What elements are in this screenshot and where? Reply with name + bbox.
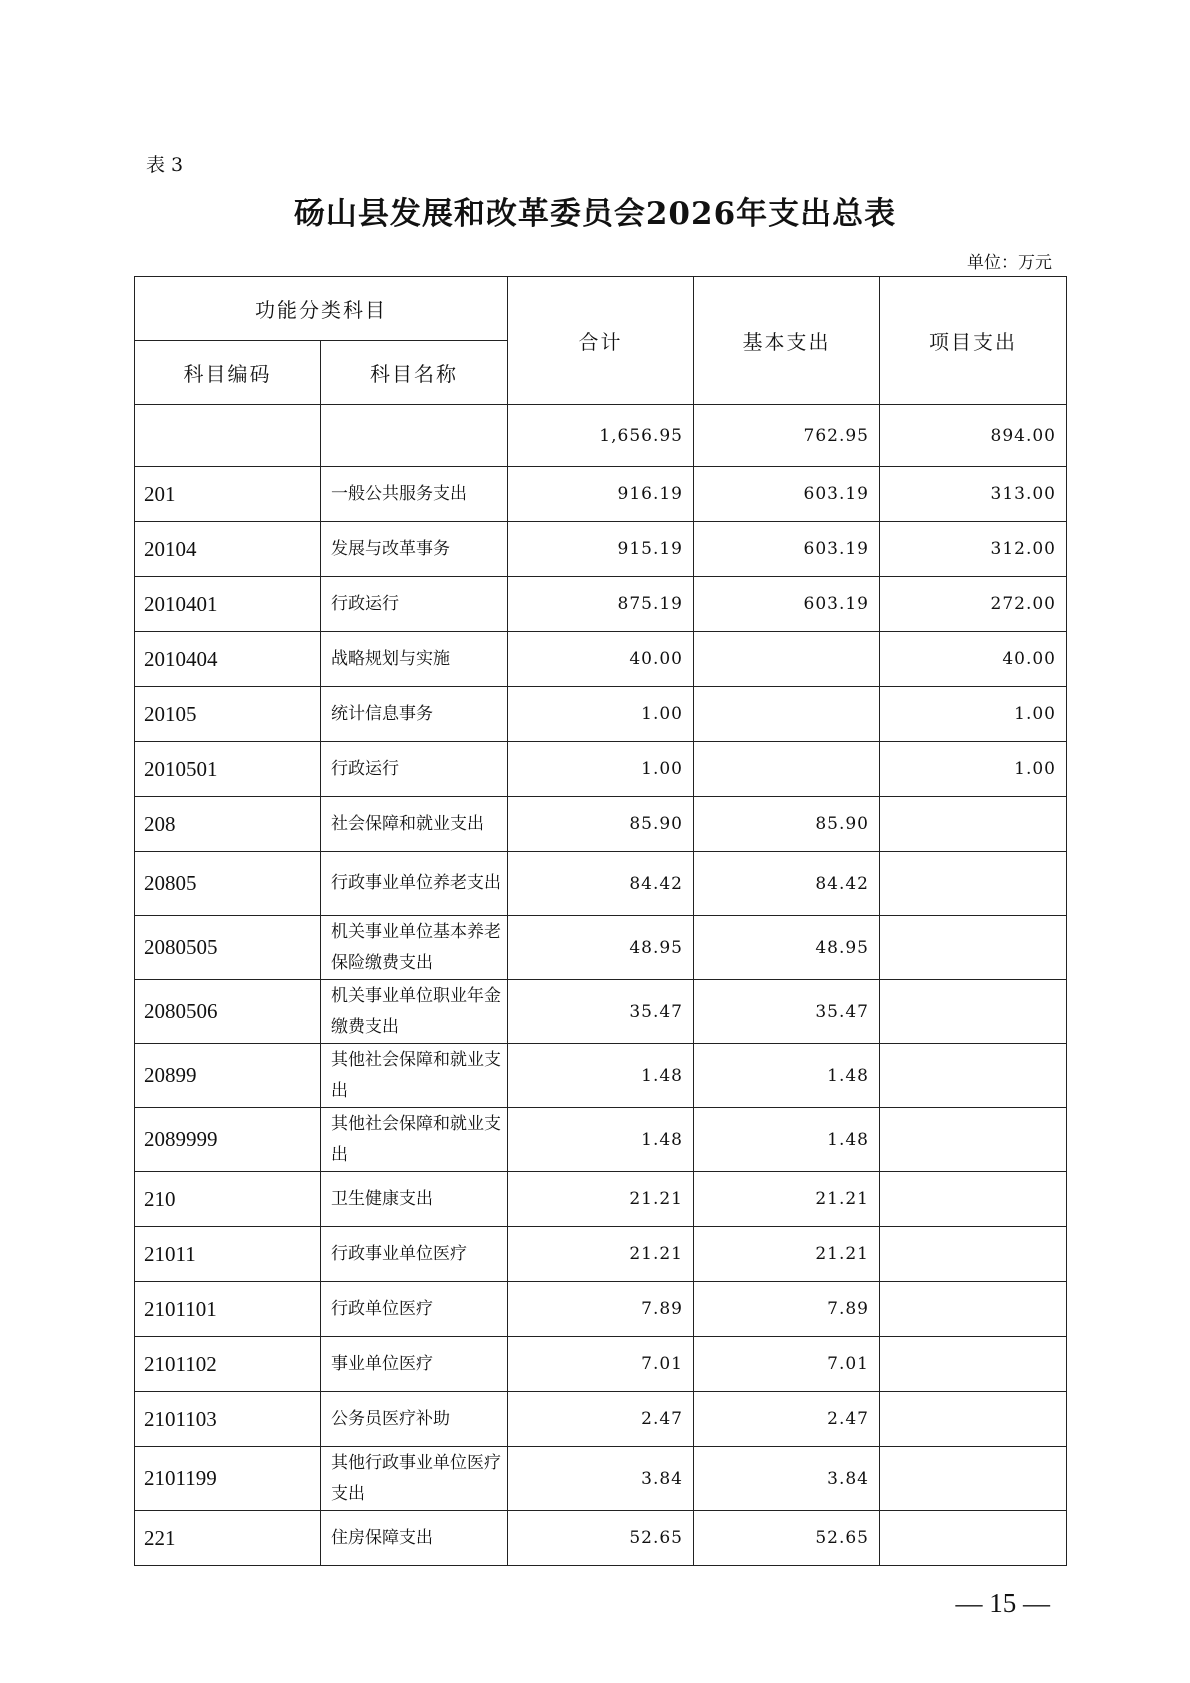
table-row <box>135 797 1067 852</box>
cell-name: 公务员医疗补助 <box>321 1392 508 1447</box>
table-row <box>135 577 1067 632</box>
cell-total: 52.65 <box>508 1511 694 1566</box>
cell-name: 机关事业单位职业年金缴费支出 <box>321 980 508 1044</box>
cell-name: 住房保障支出 <box>321 1511 508 1566</box>
cell-code: 2010404 <box>135 632 321 687</box>
cell-name: 行政事业单位养老支出 <box>321 852 508 916</box>
cell-code: 201 <box>135 467 321 522</box>
table-row <box>135 1337 1067 1392</box>
cell-total: 2.47 <box>508 1392 694 1447</box>
cell-code: 2089999 <box>135 1108 321 1172</box>
cell-name: 其他社会保障和就业支出 <box>321 1108 508 1172</box>
cell-code: 2101101 <box>135 1282 321 1337</box>
cell-project <box>880 797 1067 852</box>
table-row <box>135 852 1067 916</box>
cell-project <box>880 916 1067 980</box>
cell-basic: 603.19 <box>694 467 880 522</box>
cell-basic: 1.48 <box>694 1108 880 1172</box>
cell-basic: 85.90 <box>694 797 880 852</box>
cell-total: 35.47 <box>508 980 694 1044</box>
cell-project <box>880 1282 1067 1337</box>
cell-project <box>880 980 1067 1044</box>
cell-basic: 603.19 <box>694 522 880 577</box>
cell-total: 1,656.95 <box>508 405 694 467</box>
cell-project <box>880 852 1067 916</box>
expenditure-table <box>134 276 1067 1566</box>
cell-total: 916.19 <box>508 467 694 522</box>
cell-total: 1.00 <box>508 742 694 797</box>
header-total: 合计 <box>508 277 694 405</box>
cell-code: 2080506 <box>135 980 321 1044</box>
table-label: 表 3 <box>146 154 184 176</box>
cell-total: 85.90 <box>508 797 694 852</box>
cell-code: 2010401 <box>135 577 321 632</box>
cell-total: 1.48 <box>508 1044 694 1108</box>
cell-code: 20805 <box>135 852 321 916</box>
table-row <box>135 405 1067 467</box>
table-row <box>135 1392 1067 1447</box>
cell-basic: 84.42 <box>694 852 880 916</box>
cell-project: 894.00 <box>880 405 1067 467</box>
cell-project <box>880 1511 1067 1566</box>
table-row <box>135 687 1067 742</box>
cell-project <box>880 1447 1067 1511</box>
table-row <box>135 1282 1067 1337</box>
cell-basic <box>694 687 880 742</box>
table-row <box>135 1044 1067 1108</box>
cell-total: 7.89 <box>508 1282 694 1337</box>
cell-basic: 3.84 <box>694 1447 880 1511</box>
cell-code: 21011 <box>135 1227 321 1282</box>
cell-name: 行政事业单位医疗 <box>321 1227 508 1282</box>
cell-name: 其他社会保障和就业支出 <box>321 1044 508 1108</box>
cell-name: 行政运行 <box>321 742 508 797</box>
table-row <box>135 522 1067 577</box>
cell-total: 21.21 <box>508 1227 694 1282</box>
cell-code: 2101103 <box>135 1392 321 1447</box>
cell-code: 210 <box>135 1172 321 1227</box>
cell-basic: 21.21 <box>694 1227 880 1282</box>
cell-project: 312.00 <box>880 522 1067 577</box>
cell-basic: 35.47 <box>694 980 880 1044</box>
cell-code: 2101102 <box>135 1337 321 1392</box>
cell-code: 2080505 <box>135 916 321 980</box>
cell-basic: 762.95 <box>694 405 880 467</box>
table-row <box>135 1172 1067 1227</box>
cell-total: 1.48 <box>508 1108 694 1172</box>
table-row <box>135 1227 1067 1282</box>
table-row <box>135 980 1067 1044</box>
cell-project <box>880 1392 1067 1447</box>
cell-project <box>880 1108 1067 1172</box>
cell-total: 40.00 <box>508 632 694 687</box>
cell-basic: 7.89 <box>694 1282 880 1337</box>
table-row <box>135 1511 1067 1566</box>
table-row <box>135 1108 1067 1172</box>
cell-project: 272.00 <box>880 577 1067 632</box>
cell-total: 915.19 <box>508 522 694 577</box>
cell-total: 7.01 <box>508 1337 694 1392</box>
cell-code: 20899 <box>135 1044 321 1108</box>
cell-name: 统计信息事务 <box>321 687 508 742</box>
cell-project <box>880 1172 1067 1227</box>
cell-basic: 21.21 <box>694 1172 880 1227</box>
table-row <box>135 632 1067 687</box>
unit-label: 单位：万元 <box>967 253 1052 273</box>
cell-code: 208 <box>135 797 321 852</box>
cell-total: 3.84 <box>508 1447 694 1511</box>
cell-code: 2010501 <box>135 742 321 797</box>
cell-project <box>880 1044 1067 1108</box>
cell-total: 21.21 <box>508 1172 694 1227</box>
cell-name: 发展与改革事务 <box>321 522 508 577</box>
cell-basic: 603.19 <box>694 577 880 632</box>
cell-basic: 2.47 <box>694 1392 880 1447</box>
cell-total: 48.95 <box>508 916 694 980</box>
page-number: — 15 — <box>955 1588 1050 1618</box>
cell-basic <box>694 742 880 797</box>
cell-name: 一般公共服务支出 <box>321 467 508 522</box>
cell-name: 机关事业单位基本养老保险缴费支出 <box>321 916 508 980</box>
cell-basic: 52.65 <box>694 1511 880 1566</box>
header-functional-category: 功能分类科目 <box>135 277 508 341</box>
cell-name: 事业单位医疗 <box>321 1337 508 1392</box>
cell-name: 战略规划与实施 <box>321 632 508 687</box>
cell-project: 40.00 <box>880 632 1067 687</box>
cell-total: 875.19 <box>508 577 694 632</box>
cell-project: 1.00 <box>880 687 1067 742</box>
cell-code <box>135 405 321 467</box>
cell-total: 84.42 <box>508 852 694 916</box>
cell-basic: 48.95 <box>694 916 880 980</box>
cell-code: 2101199 <box>135 1447 321 1511</box>
cell-project <box>880 1337 1067 1392</box>
cell-name: 社会保障和就业支出 <box>321 797 508 852</box>
table-row <box>135 916 1067 980</box>
cell-name: 行政单位医疗 <box>321 1282 508 1337</box>
header-basic: 基本支出 <box>694 277 880 405</box>
header-project: 项目支出 <box>880 277 1067 405</box>
cell-project: 313.00 <box>880 467 1067 522</box>
table-row <box>135 742 1067 797</box>
cell-code: 20104 <box>135 522 321 577</box>
table-row <box>135 467 1067 522</box>
header-name: 科目名称 <box>321 341 508 405</box>
cell-total: 1.00 <box>508 687 694 742</box>
cell-name: 卫生健康支出 <box>321 1172 508 1227</box>
cell-code: 221 <box>135 1511 321 1566</box>
header-code: 科目编码 <box>135 341 321 405</box>
cell-basic: 7.01 <box>694 1337 880 1392</box>
cell-basic <box>694 632 880 687</box>
cell-name: 行政运行 <box>321 577 508 632</box>
cell-name: 其他行政事业单位医疗支出 <box>321 1447 508 1511</box>
page-title: 砀山县发展和改革委员会2026年支出总表 <box>293 196 897 232</box>
cell-name <box>321 405 508 467</box>
cell-project <box>880 1227 1067 1282</box>
table-row <box>135 1447 1067 1511</box>
cell-basic: 1.48 <box>694 1044 880 1108</box>
cell-project: 1.00 <box>880 742 1067 797</box>
cell-code: 20105 <box>135 687 321 742</box>
